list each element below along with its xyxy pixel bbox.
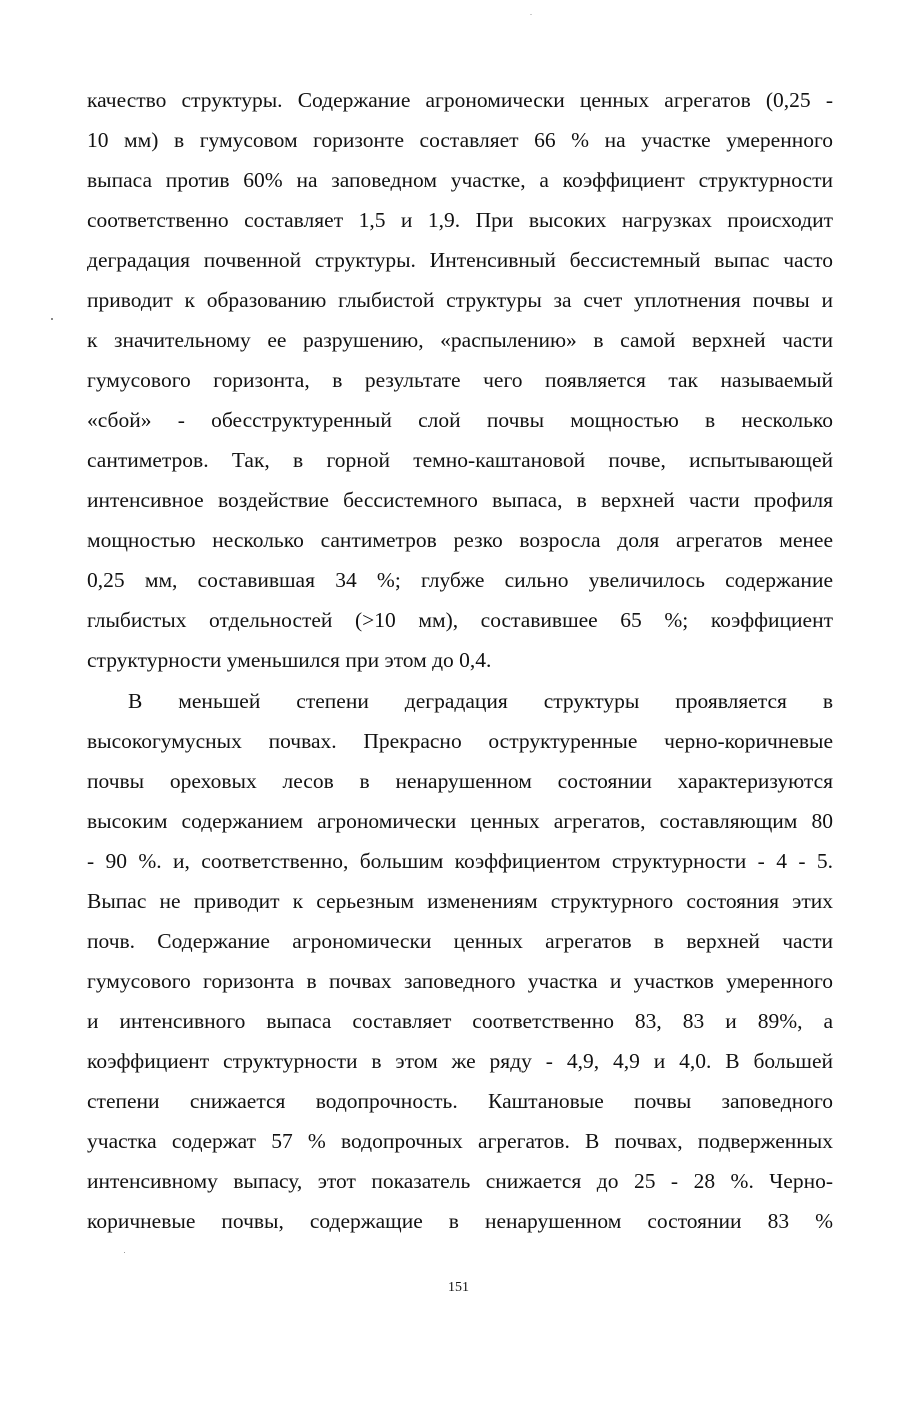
text-line: высоким содержанием агрономически ценных агрегатов, составляющим 80 bbox=[87, 809, 833, 833]
text-line: гумусового горизонта в почвах заповедного участка и участков умеренного bbox=[87, 969, 833, 993]
text-line: глыбистых отдельностей (>10 мм), составившее 65 %; коэффициент bbox=[87, 608, 833, 632]
text-line: гумусового горизонта, в результате чего появляется так называемый bbox=[87, 368, 833, 392]
text-line: почв. Содержание агрономически ценных агрегатов в верхней части bbox=[87, 929, 833, 953]
text-line: В меньшей степени деградация структуры проявляется в bbox=[128, 689, 833, 713]
text-line: интенсивное воздействие бессистемного выпаса, в верхней части профиля bbox=[87, 488, 833, 512]
text-line: 0,25 мм, составившая 34 %; глубже сильно увеличилось содержание bbox=[87, 568, 833, 592]
text-line: соответственно составляет 1,5 и 1,9. При высоких нагрузках происходит bbox=[87, 208, 833, 232]
text-line: к значительному ее разрушению, «распылению» в самой верхней части bbox=[87, 328, 833, 352]
text-line: почвы ореховых лесов в ненарушенном состоянии характеризуются bbox=[87, 769, 833, 793]
text-line: структурности уменьшился при этом до 0,4. bbox=[87, 648, 492, 672]
text-line: мощностью несколько сантиметров резко возросла доля агрегатов менее bbox=[87, 528, 833, 552]
text-line: коэффициент структурности в этом же ряду - 4,9, 4,9 и 4,0. В большей bbox=[87, 1049, 833, 1073]
page-number: 151 bbox=[448, 1280, 469, 1295]
text-line: высокогумусных почвах. Прекрасно оструктуренные черно-коричневые bbox=[87, 729, 833, 753]
text-line: выпаса против 60% на заповедном участке, а коэффициент структурности bbox=[87, 168, 833, 192]
scan-speck bbox=[51, 318, 53, 320]
scan-speck bbox=[124, 1252, 125, 1253]
text-line: 10 мм) в гумусовом горизонте составляет 66 % на участке умеренного bbox=[87, 128, 833, 152]
text-line: Выпас не приводит к серьезным изменениям структурного состояния этих bbox=[87, 889, 833, 913]
text-line: и интенсивного выпаса составляет соответственно 83, 83 и 89%, а bbox=[87, 1009, 833, 1033]
scan-speck bbox=[530, 14, 532, 15]
text-line: интенсивному выпасу, этот показатель снижается до 25 - 28 %. Черно- bbox=[87, 1169, 833, 1193]
text-line: - 90 %. и, соответственно, большим коэффициентом структурности - 4 - 5. bbox=[87, 849, 833, 873]
text-line: сантиметров. Так, в горной темно-каштановой почве, испытывающей bbox=[87, 448, 833, 472]
text-line: качество структуры. Содержание агрономически ценных агрегатов (0,25 - bbox=[87, 88, 833, 112]
text-line: коричневые почвы, содержащие в ненарушенном состоянии 83 % bbox=[87, 1209, 833, 1233]
text-line: степени снижается водопрочность. Каштановые почвы заповедного bbox=[87, 1089, 833, 1113]
text-line: приводит к образованию глыбистой структуры за счет уплотнения почвы и bbox=[87, 288, 833, 312]
text-line: «сбой» - обесструктуренный слой почвы мощностью в несколько bbox=[87, 408, 833, 432]
text-line: деградация почвенной структуры. Интенсивный бессистемный выпас часто bbox=[87, 248, 833, 272]
text-line: участка содержат 57 % водопрочных агрегатов. В почвах, подверженных bbox=[87, 1129, 833, 1153]
